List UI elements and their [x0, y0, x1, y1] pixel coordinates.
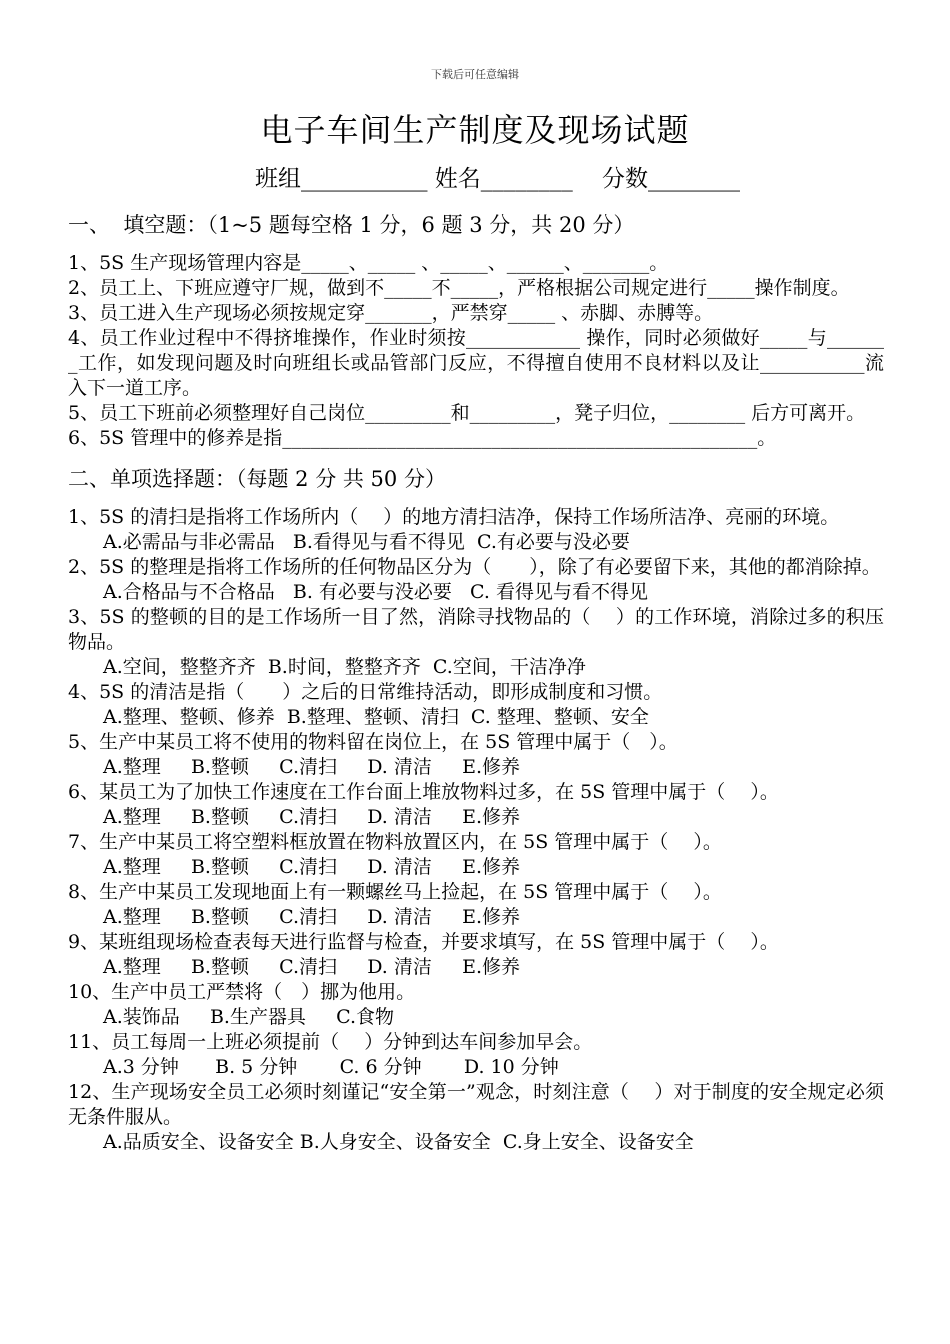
- choice-question: 7、生产中某员工将空塑料框放置在物料放置区内，在 5S 管理中属于（ ）。: [68, 831, 722, 853]
- fill-blank-question: 5、员工下班前必须整理好自己岗位_________和_________，凳子归位，________ 后方可离开。: [68, 402, 866, 424]
- fill-blank-question: 2、员工上、下班应遵守厂规，做到不_____不_____，严格根据公司规定进行_____操作制度。: [68, 277, 850, 299]
- exam-content: [68, 207, 884, 1155]
- choice-question: 9、某班组现场检查表每天进行监督与检查，并要求填写，在 5S 管理中属于（ ）。: [68, 931, 779, 953]
- choice-options: A.整理、整顿、修养 B.整理、整顿、清扫 C. 整理、整顿、安全: [103, 706, 649, 728]
- single-choice-list: [68, 505, 884, 1155]
- choice-question: 11、员工每周一上班必须提前（ ）分钟到达车间参加早会。: [68, 1031, 593, 1053]
- choice-options: A.装饰品 B.生产器具 C.食物: [103, 1006, 395, 1028]
- choice-question: 3、5S 的整顿的目的是工作场所一目了然，消除寻找物品的（ ）的工作环境，消除过多的积压物品。: [68, 606, 884, 653]
- page-title: 电子车间生产制度及现场试题: [260, 111, 690, 149]
- choice-options: A.合格品与不合格品 B. 有必要与没必要 C. 看得见与看不得见: [103, 581, 648, 603]
- section-heading-single-choice: 二、单项选择题：（每题 2 分 共 50 分）: [68, 467, 446, 491]
- fill-blank-question: 3、员工进入生产现场必须按规定穿_______，严禁穿_____ 、赤脚、赤膊等。: [68, 302, 714, 324]
- choice-options: A.整理 B.整顿 C.清扫 D. 清洁 E.修养: [103, 956, 520, 978]
- choice-question: 10、生产中员工严禁将（ ）挪为他用。: [68, 981, 416, 1003]
- choice-question: 6、某员工为了加快工作速度在工作台面上堆放物料过多，在 5S 管理中属于（ ）。: [68, 781, 779, 803]
- choice-question: 12、生产现场安全员工必须时刻谨记“安全第一”观念，时刻注意（ ）对于制度的安全规定必须无条件服从。: [68, 1081, 884, 1128]
- choice-options: A.品质安全、设备安全 B.人身安全、设备安全 C.身上安全、设备安全: [103, 1131, 694, 1153]
- choice-question: 4、5S 的清洁是指（ ）之后的日常维持活动，即形成制度和习惯。: [68, 681, 663, 703]
- choice-options: A.空间，整整齐齐 B.时间，整整齐齐 C.空间，干洁净净: [103, 656, 586, 678]
- choice-question: 8、生产中某员工发现地面上有一颗螺丝马上捡起，在 5S 管理中属于（ ）。: [68, 881, 722, 903]
- choice-question: 2、5S 的整理是指将工作场所的任何物品区分为（ ），除了有必要留下来，其他的都消除掉。: [68, 556, 881, 578]
- choice-question: 5、生产中某员工将不使用的物料留在岗位上，在 5S 管理中属于（ ）。: [68, 731, 678, 753]
- choice-options: A.整理 B.整顿 C.清扫 D. 清洁 E.修养: [103, 906, 520, 928]
- fill-blank-list: [68, 251, 884, 451]
- fill-blank-question: 6、5S 管理中的修养是指__________________________________________________。: [68, 427, 777, 449]
- choice-options: A.必需品与非必需品 B.看得见与看不得见 C.有必要与没必要: [103, 531, 630, 553]
- fill-blank-question: 4、员工作业过程中不得挤堆操作，作业时须按____________ 操作，同时必须做好_____与_______工作，如发现问题及时向班组长或品管部门反应，不得擅自使用不良材料以及让___________流入下一道工序。: [68, 327, 884, 399]
- choice-options: A.整理 B.整顿 C.清扫 D. 清洁 E.修养: [103, 756, 520, 778]
- section-heading-fill-blank: 一、 填空题：（1~5 题每空格 1 分，6 题 3 分，共 20 分）: [68, 213, 635, 237]
- choice-options: A.整理 B.整顿 C.清扫 D. 清洁 E.修养: [103, 856, 520, 878]
- choice-options: A.整理 B.整顿 C.清扫 D. 清洁 E.修养: [103, 806, 520, 828]
- student-info-line: 班组___________ 姓名________ 分数________: [255, 166, 741, 192]
- header-note: 下载后可任意编辑: [431, 68, 519, 81]
- fill-blank-question: 1、5S 生产现场管理内容是_____、_____ 、_____、______、_______。: [68, 252, 669, 274]
- choice-options: A.3 分钟 B. 5 分钟 C. 6 分钟 D. 10 分钟: [103, 1056, 559, 1078]
- choice-question: 1、5S 的清扫是指将工作场所内（ ）的地方清扫洁净，保持工作场所洁净、亮丽的环境。: [68, 506, 840, 528]
